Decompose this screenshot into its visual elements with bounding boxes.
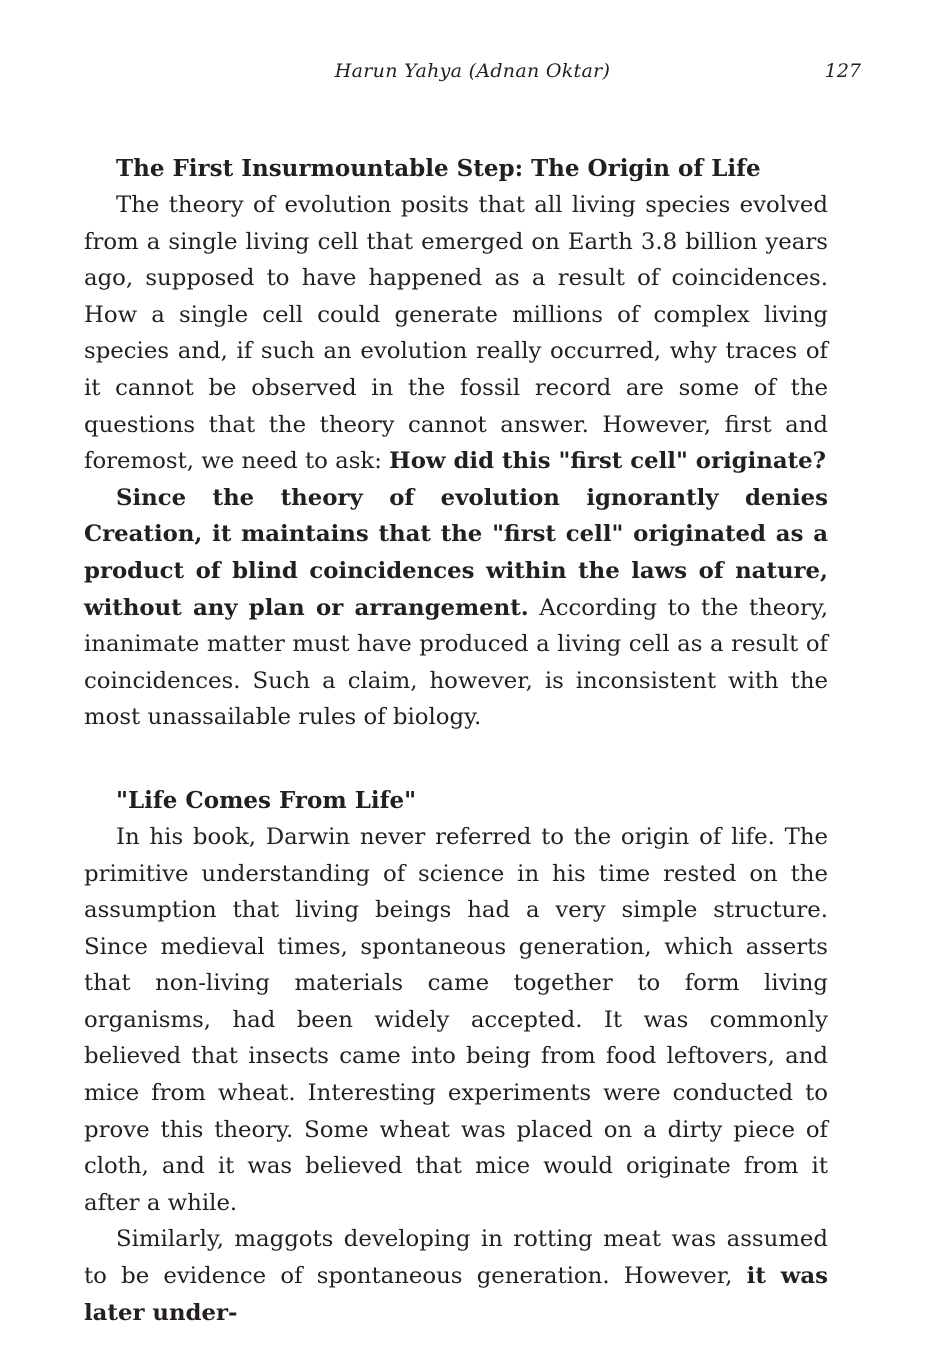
text-run: The theory of evolution posits that all living species evolved from a single living cell that emerged on Earth 3.8 billion years ago, supposed to have happened as a result of coincidences. How a single cell could generate millions of complex living species and, if such an evolution really occurred, why traces of it cannot be observed in the fossil record are some of the questions that the theory cannot answer. However, first and foremost, we need to ask: xyxy=(84,192,828,475)
section-heading-life-comes-from-life: "Life Comes From Life" xyxy=(116,786,417,814)
page-body xyxy=(84,150,828,1331)
bold-text-run: it was later under- xyxy=(84,1263,828,1326)
bold-text-run: How did this "first cell" originate? xyxy=(389,448,826,475)
text-run: In his book, Darwin never referred to the origin of life. The primitive understanding of science in his time rested on the assumption that living beings had a very simple structure. Since medieval times, spontaneous generation, which asserts that non-living materials came together to form living organisms, had been widely accepted. It was commonly believed that insects came into being from food leftovers, and mice from wheat. Interesting experiments were conducted to prove this theory. Some wheat was placed on a dirty piece of cloth, and it was believed that mice would originate from it after a while. xyxy=(84,823,828,1216)
page-number: 127 xyxy=(824,60,861,82)
paragraph xyxy=(84,187,828,480)
running-title: Harun Yahya (Adnan Oktar) xyxy=(334,60,611,82)
paragraph xyxy=(84,480,828,736)
text-run: Similarly, maggots developing in rotting meat was assumed to be evidence of spontaneous generation. However, xyxy=(84,1226,828,1290)
section-spacer xyxy=(84,736,828,782)
running-header xyxy=(84,60,861,88)
paragraph xyxy=(84,819,828,1222)
section-heading-origin-of-life: The First Insurmountable Step: The Origin of Life xyxy=(116,155,761,182)
paragraph xyxy=(84,1221,828,1331)
bold-text-run: Since the theory of evolution ignorantly denies Creation, it maintains that the "first cell" originated as a product of blind coincidences within the laws of nature, without any plan or arrangement. xyxy=(84,484,828,621)
text-run: According to the theory, inanimate matter must have produced a living cell as a result of coincidences. Such a claim, however, is inconsistent with the most unassailable rules of biology. xyxy=(84,594,828,731)
